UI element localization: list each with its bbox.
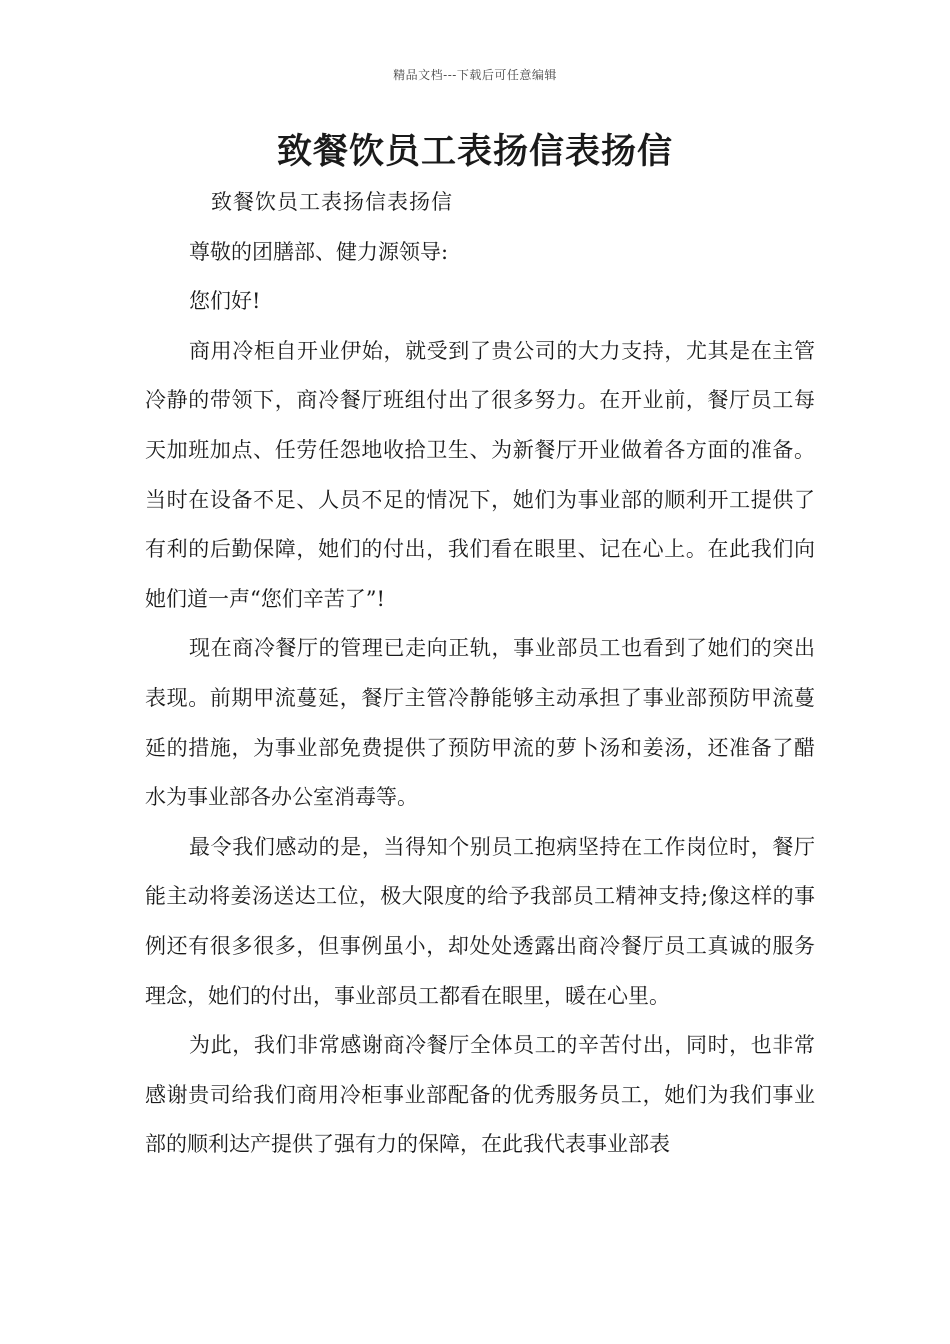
document-title: 致餐饮员工表扬信表扬信: [276, 131, 673, 172]
greeting: 您们好!: [189, 289, 261, 314]
paragraph-3: 最令我们感动的是，当得知个别员工抱病坚持在工作岗位时，餐厅能主动将姜汤送达工位，极大限度的给予我部员工精神支持;像这样的事例还有很多很多，但事例虽小，却处处透露出商冷餐厅员工真诚的服务理念，她们的付出，事业部员工都看在眼里，暖在心里。: [145, 834, 815, 1008]
paragraph-4: 为此，我们非常感谢商冷餐厅全体员工的辛苦付出，同时，也非常感谢贵司给我们商用冷柜事业部配备的优秀服务员工，她们为我们事业部的顺利达产提供了强有力的保障，在此我代表事业部表: [145, 1033, 815, 1157]
document-body: [145, 178, 815, 1170]
salutation: 尊敬的团膳部、健力源领导:: [189, 239, 449, 264]
paragraph-1: 商用冷柜自开业伊始，就受到了贵公司的大力支持，尤其是在主管冷静的带领下，商冷餐厅班组付出了很多努力。在开业前，餐厅员工每天加班加点、任劳任怨地收拾卫生、为新餐厅开业做着各方面的准备。当时在设备不足、人员不足的情况下，她们为事业部的顺利开工提供了有利的后勤保障，她们的付出，我们看在眼里、记在心上。在此我们向她们道一声“您们辛苦了”!: [145, 338, 815, 611]
document-subtitle: 致餐饮员工表扬信表扬信: [211, 190, 453, 214]
header-note: 精品文档---下载后可任意编辑: [393, 68, 557, 82]
paragraph-2: 现在商冷餐厅的管理已走向正轨，事业部员工也看到了她们的突出表现。前期甲流蔓延，餐厅主管冷静能够主动承担了事业部预防甲流蔓延的措施，为事业部免费提供了预防甲流的萝卜汤和姜汤，还准备了醋水为事业部各办公室消毒等。: [145, 636, 815, 810]
